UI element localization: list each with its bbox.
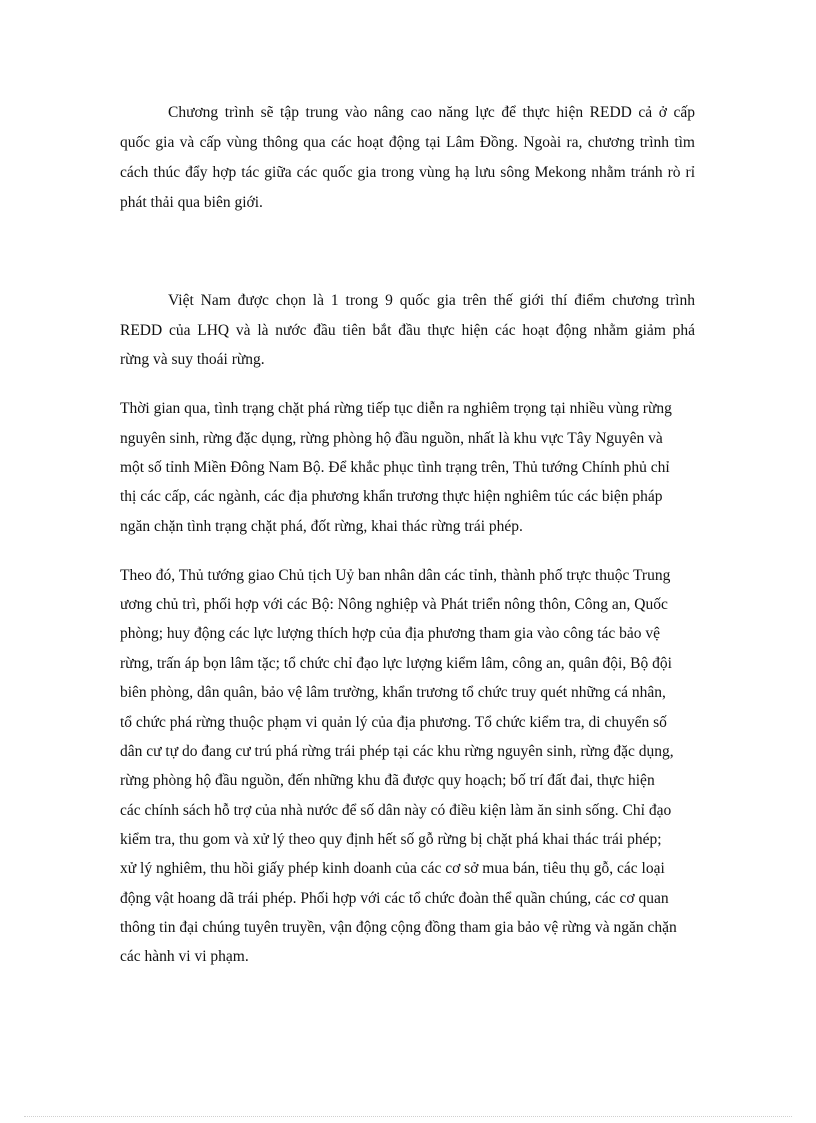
text-line: một số tỉnh Miền Đông Nam Bộ. Để khắc phục tình trạng trên, Thủ tướng Chính phủ chỉ [120,459,670,476]
text-line: phát thải qua biên giới. [120,194,263,211]
text-line: phòng; huy động các lực lượng thích hợp của địa phương tham gia vào công tác bảo vệ [120,625,661,642]
text-line: thị các cấp, các ngành, các địa phương khẩn trương thực hiện nghiêm túc các biện pháp [120,488,663,505]
text-line: ngăn chặn tình trạng chặt phá, đốt rừng, khai thác rừng trái phép. [120,518,523,535]
text-line: Chương trình sẽ tập trung vào nâng cao năng lực để thực hiện REDD cả ở cấp [168,104,695,121]
text-line: rừng, trấn áp bọn lâm tặc; tổ chức chỉ đạo lực lượng kiểm lâm, công an, quân đội, Bộ đội [120,655,672,672]
page-bottom-divider [24,1116,792,1117]
text-line: thông tin đại chúng tuyên truyền, vận động cộng đồng tham gia bảo vệ rừng và ngăn chặn [120,919,677,936]
text-line: động vật hoang dã trái phép. Phối hợp với các tổ chức đoàn thể quần chúng, các cơ quan [120,890,669,907]
text-line: rừng phòng hộ đầu nguồn, đến những khu đã được quy hoạch; bố trí đất đai, thực hiện [120,772,655,789]
text-line: biên phòng, dân quân, bảo vệ lâm trường, khẩn trương tổ chức truy quét những cá nhân, [120,684,666,701]
text-line: tổ chức phá rừng thuộc phạm vi quản lý của địa phương. Tổ chức kiểm tra, di chuyển số [120,714,667,731]
text-line: Thời gian qua, tình trạng chặt phá rừng tiếp tục diễn ra nghiêm trọng tại nhiều vùng rừng [120,400,672,417]
text-line: REDD của LHQ và là nước đầu tiên bắt đầu thực hiện các hoạt động nhằm giảm phá [120,322,695,339]
text-line: Theo đó, Thủ tướng giao Chủ tịch Uỷ ban nhân dân các tỉnh, thành phố trực thuộc Trung [120,567,671,584]
text-line: các hành vi vi phạm. [120,948,249,965]
text-line: Việt Nam được chọn là 1 trong 9 quốc gia trên thế giới thí điểm chương trình [168,292,695,309]
text-line: xử lý nghiêm, thu hồi giấy phép kinh doanh của các cơ sở mua bán, tiêu thụ gỗ, các loại [120,860,665,877]
text-line: nguyên sinh, rừng đặc dụng, rừng phòng hộ đầu nguồn, nhất là khu vực Tây Nguyên và [120,430,663,447]
text-line: dân cư tự do đang cư trú phá rừng trái phép tại các khu rừng nguyên sinh, rừng đặc dụng, [120,743,674,760]
text-line: kiểm tra, thu gom và xử lý theo quy định hết số gỗ rừng bị chặt phá khai thác trái phép; [120,831,662,848]
text-line: rừng và suy thoái rừng. [120,351,265,368]
text-line: các chính sách hỗ trợ của nhà nước để số dân này có điều kiện làm ăn sinh sống. Chỉ đạo [120,802,672,819]
text-line: quốc gia và cấp vùng thông qua các hoạt động tại Lâm Đồng. Ngoài ra, chương trình tìm [120,134,695,151]
text-line: ương chủ trì, phối hợp với các Bộ: Nông nghiệp và Phát triển nông thôn, Công an, Quốc [120,596,668,613]
text-line: cách thúc đẩy hợp tác giữa các quốc gia trong vùng hạ lưu sông Mekong nhằm tránh rò rỉ [120,164,695,181]
